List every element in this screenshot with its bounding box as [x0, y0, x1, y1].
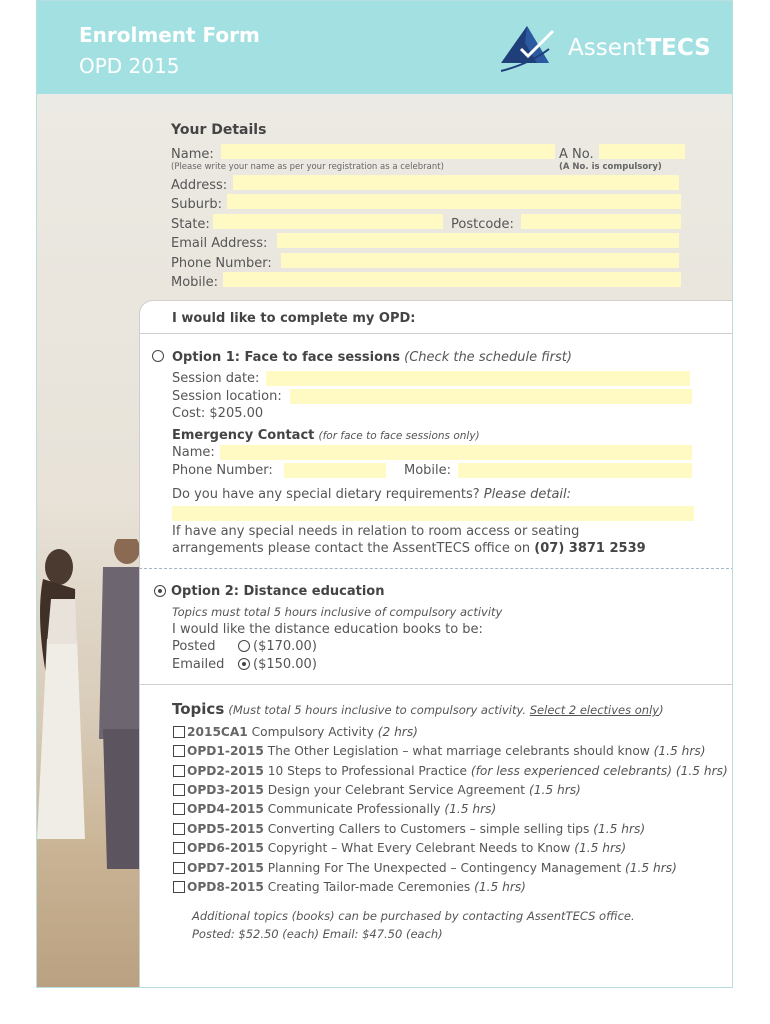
topic-checkbox[interactable]: [173, 745, 185, 757]
emailed-price: ($150.00): [253, 657, 317, 672]
topic-item: [187, 783, 581, 797]
topic-hours: (1.5 hrs): [625, 861, 677, 875]
topic-hours: (1.5 hrs): [653, 744, 706, 758]
option2-hint: Topics must total 5 hours inclusive of compulsory activity: [172, 605, 503, 619]
topics-hint-b: Select 2 electives only: [529, 703, 660, 717]
topic-checkbox[interactable]: [173, 842, 185, 854]
phone-field[interactable]: [281, 253, 679, 268]
topic-code: OPD4-2015: [187, 802, 264, 816]
session-location-field[interactable]: [290, 389, 692, 404]
name-label: Name:: [171, 147, 214, 162]
emergency-name-field[interactable]: [220, 445, 692, 460]
topics-hint-a: (Must total 5 hours inclusive to compulsory activity.: [228, 703, 527, 717]
topic-item: [187, 861, 677, 875]
email-label: Email Address:: [171, 236, 268, 251]
topic-item: [187, 880, 526, 894]
a-no-note: (A No. is compulsory): [559, 162, 662, 172]
option1-title: Option 1: Face to face sessions: [172, 350, 401, 365]
brand-name: [568, 35, 711, 61]
topic-hours: (1.5 hrs): [528, 783, 581, 797]
a-no-label: A No.: [559, 147, 594, 162]
topic-checkbox[interactable]: [173, 726, 185, 738]
topic-text: Copyright – What Every Celebrant Needs to Know: [263, 841, 575, 855]
topic-hours: (1.5 hrs): [444, 802, 497, 816]
topics-footer-line2: Posted: $52.50 (each) Email: $47.50 (each): [192, 927, 443, 941]
address-field[interactable]: [233, 175, 679, 190]
opd-heading-panel: [139, 300, 733, 334]
option1-cost: Cost: $205.00: [172, 406, 264, 421]
dietary-row: [172, 487, 571, 502]
topic-text: 10 Steps to Professional Practice: [263, 764, 471, 778]
emergency-hint: (for face to face sessions only): [318, 430, 480, 442]
emergency-mobile-field[interactable]: [458, 463, 692, 478]
posted-price: ($170.00): [253, 639, 317, 654]
dietary-hint: Please detail:: [483, 487, 572, 502]
topics-hint-c: ): [659, 703, 664, 717]
state-field[interactable]: [213, 214, 443, 229]
topics-heading: Topics: [172, 700, 225, 718]
state-label: State:: [171, 217, 210, 232]
topic-code: OPD1-2015: [187, 744, 264, 758]
session-date-label: Session date:: [172, 371, 260, 386]
form-header: [37, 1, 732, 94]
topic-code: OPD7-2015: [187, 861, 264, 875]
dietary-label: Do you have any special dietary requirements?: [172, 487, 480, 502]
topics-heading-row: [172, 700, 664, 718]
topic-code: OPD3-2015: [187, 783, 264, 797]
topic-checkbox[interactable]: [173, 881, 185, 893]
topic-code: OPD6-2015: [187, 841, 264, 855]
mobile-label: Mobile:: [171, 275, 219, 290]
posted-radio[interactable]: [238, 640, 250, 652]
emergency-contact-row: [172, 428, 480, 443]
topic-code: OPD2-2015: [187, 764, 264, 778]
topic-text: Compulsory Activity: [247, 725, 378, 739]
topic-hours: (for less experienced celebrants) (1.5 hrs): [470, 764, 728, 778]
topic-hours: (1.5 hrs): [593, 822, 646, 836]
special-needs-line2-row: [172, 541, 646, 556]
a-no-field[interactable]: [599, 144, 685, 159]
topic-text: Planning For The Unexpected – Contingency Management: [263, 861, 625, 875]
topics-hint: [228, 703, 663, 717]
topic-checkbox[interactable]: [173, 765, 185, 777]
topic-item: [187, 744, 706, 758]
posted-label: Posted: [172, 639, 216, 654]
emailed-radio[interactable]: [238, 658, 250, 670]
couple-photo: [37, 539, 147, 909]
name-field[interactable]: [221, 144, 555, 159]
option1-panel: [139, 334, 733, 569]
emergency-title: Emergency Contact: [172, 428, 315, 443]
session-date-field[interactable]: [266, 371, 690, 386]
topic-checkbox[interactable]: [173, 862, 185, 874]
suburb-label: Suburb:: [171, 197, 222, 212]
emergency-phone-label: Phone Number:: [172, 463, 273, 478]
your-details-heading: Your Details: [171, 122, 267, 138]
office-phone: (07) 3871 2539: [534, 541, 646, 556]
name-note: (Please write your name as per your registration as a celebrant): [171, 162, 444, 172]
postcode-field[interactable]: [521, 214, 681, 229]
postcode-label: Postcode:: [451, 217, 514, 232]
assenttecs-logo-icon: [499, 23, 555, 75]
topic-item: [187, 822, 645, 836]
phone-label: Phone Number:: [171, 256, 272, 271]
topic-code: OPD8-2015: [187, 880, 264, 894]
topic-checkbox[interactable]: [173, 803, 185, 815]
option1-hint: (Check the schedule first): [404, 350, 572, 365]
topic-item: [187, 725, 418, 739]
special-needs-line2: arrangements please contact the AssentTECS office on: [172, 541, 531, 556]
emergency-phone-field[interactable]: [284, 463, 386, 478]
emergency-mobile-label: Mobile:: [404, 463, 452, 478]
enrolment-form-page: [36, 0, 733, 988]
topic-item: [187, 764, 728, 778]
email-field[interactable]: [277, 233, 679, 248]
topic-text: Communicate Professionally: [263, 802, 445, 816]
address-label: Address:: [171, 178, 228, 193]
special-needs-line1: If have any special needs in relation to room access or seating: [172, 524, 580, 539]
option1-radio[interactable]: [152, 350, 164, 362]
option1-title-row: [172, 350, 572, 365]
topic-code: OPD5-2015: [187, 822, 264, 836]
emailed-label: Emailed: [172, 657, 225, 672]
form-subtitle: OPD 2015: [79, 54, 180, 78]
topic-text: Converting Callers to Customers – simple selling tips: [263, 822, 594, 836]
topics-footer-line1: Additional topics (books) can be purchased by contacting AssentTECS office.: [192, 909, 635, 923]
dietary-field[interactable]: [172, 506, 694, 521]
brand-light: Assent: [568, 35, 646, 61]
topic-hours: (1.5 hrs): [574, 841, 627, 855]
brand-bold: TECS: [645, 35, 711, 61]
topic-code: 2015CA1: [187, 725, 248, 739]
option2-panel: [139, 569, 733, 685]
topic-text: Creating Tailor-made Ceremonies: [263, 880, 475, 894]
opd-heading: I would like to complete my OPD:: [172, 311, 416, 326]
topic-hours: (1.5 hrs): [474, 880, 526, 894]
topic-text: Design your Celebrant Service Agreement: [263, 783, 529, 797]
topic-checkbox[interactable]: [173, 784, 185, 796]
topic-item: [187, 802, 496, 816]
suburb-field[interactable]: [227, 194, 681, 209]
topic-checkbox[interactable]: [173, 823, 185, 835]
emergency-name-label: Name:: [172, 445, 215, 460]
mobile-field[interactable]: [223, 272, 681, 287]
topic-text: The Other Legislation – what marriage celebrants should know: [263, 744, 654, 758]
topic-item: [187, 841, 626, 855]
books-label: I would like the distance education books to be:: [172, 622, 483, 637]
topic-hours: (2 hrs): [377, 725, 418, 739]
option2-title: Option 2: Distance education: [171, 584, 385, 599]
session-location-label: Session location:: [172, 389, 282, 404]
form-title: Enrolment Form: [79, 23, 260, 47]
option2-radio[interactable]: [154, 585, 166, 597]
